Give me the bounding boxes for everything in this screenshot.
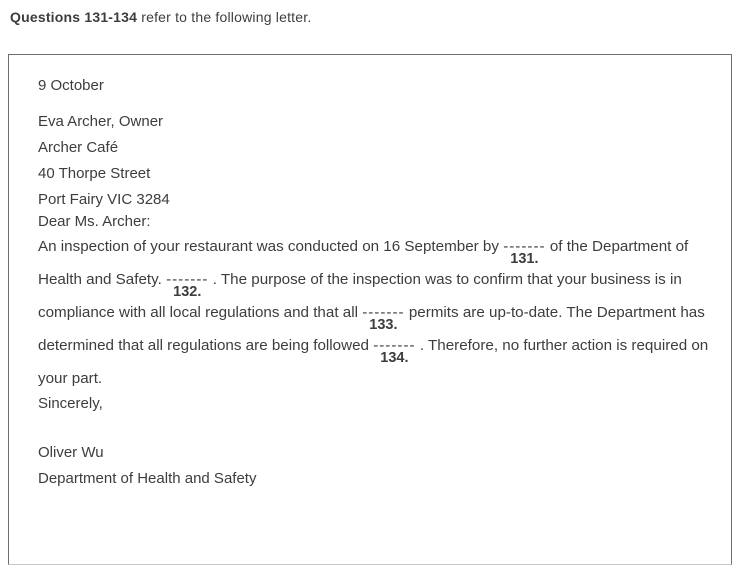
signature-name: Oliver Wu [38, 444, 104, 461]
blank-132 [166, 263, 209, 300]
signature-block [38, 440, 722, 492]
body-text: An inspection of your restaurant was conducted on 16 September by [38, 238, 504, 255]
recipient-city: Port Fairy VIC 3284 [38, 191, 170, 208]
recipient-address [38, 109, 722, 213]
blank-134-dashes: ------- [373, 337, 416, 354]
body-text: permits are up-to-date. The Department has determined that all regulations are being followed [38, 304, 705, 354]
question-number-134: 134. [380, 350, 409, 366]
letter-date: 9 October [38, 77, 104, 94]
test-page [0, 9, 743, 487]
blank-131-dashes: ------- [503, 238, 546, 255]
body-text: . The purpose of the inspection was to confirm that your business is in compliance with all local regulations and that all [38, 271, 682, 321]
question-number-133: 133. [369, 317, 398, 333]
recipient-company: Archer Café [38, 139, 119, 156]
question-number-132: 132. [173, 284, 202, 300]
salutation: Dear Ms. Archer: [38, 213, 151, 230]
blank-133-dashes: ------- [362, 304, 405, 321]
blank-133 [362, 296, 405, 333]
question-instruction [10, 9, 743, 25]
blank-134 [373, 329, 416, 366]
closing: Sincerely, [38, 395, 103, 412]
question-range: Questions 131-134 [10, 9, 138, 25]
body-text: . Therefore, no further action is required on your part. [38, 337, 709, 387]
letter-body [38, 230, 722, 395]
recipient-name: Eva Archer, Owner [38, 113, 164, 130]
recipient-street: 40 Thorpe Street [38, 165, 151, 182]
question-number-131: 131. [510, 251, 539, 267]
blank-132-dashes: ------- [166, 271, 209, 288]
letter-box [8, 54, 732, 565]
body-text: of the Department of Health and Safety. [38, 238, 689, 288]
instruction-text: refer to the following letter. [137, 9, 312, 25]
blank-131 [503, 230, 546, 267]
signature-department: Department of Health and Safety [38, 470, 257, 487]
